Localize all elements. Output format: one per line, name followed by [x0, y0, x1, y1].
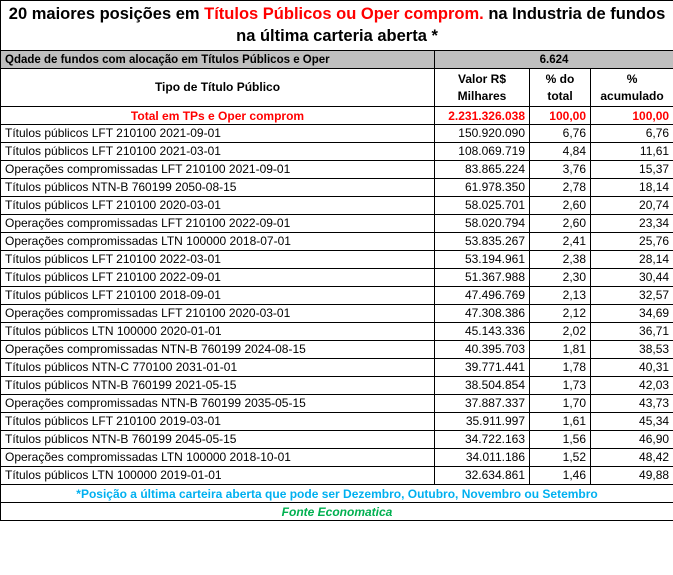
footnote: *Posição a última carteira aberta que pode ser Dezembro, Outubro, Novembro ou Setembro [1, 485, 673, 503]
row-valor: 108.069.719 [435, 143, 530, 161]
title-highlight: Títulos Públicos ou Oper comprom. [204, 5, 484, 23]
row-acum: 43,73 [591, 395, 673, 413]
row-pct: 1,78 [530, 359, 591, 377]
row-valor: 38.504.854 [435, 377, 530, 395]
row-name: Títulos públicos NTN-B 760199 2050-08-15 [1, 179, 435, 197]
row-valor: 47.308.386 [435, 305, 530, 323]
row-pct: 6,76 [530, 125, 591, 143]
row-name: Operações compromissadas LFT 210100 2021-09-01 [1, 161, 435, 179]
table-row [1, 413, 673, 431]
table-row [1, 305, 673, 323]
row-name: Títulos públicos NTN-C 770100 2031-01-01 [1, 359, 435, 377]
header-acum [591, 69, 673, 107]
row-pct: 1,81 [530, 341, 591, 359]
header-row [1, 69, 673, 107]
row-valor: 83.865.224 [435, 161, 530, 179]
row-pct: 2,41 [530, 233, 591, 251]
header-valor-line1: Valor R$ [457, 71, 507, 86]
header-pct [530, 69, 591, 107]
row-pct: 2,60 [530, 197, 591, 215]
row-valor: 61.978.350 [435, 179, 530, 197]
table-row [1, 143, 673, 161]
table-row [1, 215, 673, 233]
row-acum: 48,42 [591, 449, 673, 467]
table-row [1, 287, 673, 305]
row-valor: 40.395.703 [435, 341, 530, 359]
positions-rows [1, 125, 673, 485]
row-acum: 36,71 [591, 323, 673, 341]
row-pct: 2,13 [530, 287, 591, 305]
table-row [1, 467, 673, 485]
row-acum: 42,03 [591, 377, 673, 395]
header-tipo: Tipo de Título Público [1, 69, 435, 107]
row-acum: 34,69 [591, 305, 673, 323]
source-row [1, 503, 673, 521]
row-name: Títulos públicos LTN 100000 2019-01-01 [1, 467, 435, 485]
row-pct: 2,78 [530, 179, 591, 197]
row-pct: 1,70 [530, 395, 591, 413]
row-valor: 32.634.861 [435, 467, 530, 485]
row-name: Operações compromissadas LTN 100000 2018-10-01 [1, 449, 435, 467]
row-pct: 2,38 [530, 251, 591, 269]
row-acum: 23,34 [591, 215, 673, 233]
row-valor: 58.025.701 [435, 197, 530, 215]
row-pct: 2,30 [530, 269, 591, 287]
row-pct: 1,73 [530, 377, 591, 395]
title-line2: na última carteria aberta * [236, 27, 438, 45]
report-title [1, 1, 673, 51]
table-row [1, 161, 673, 179]
table-row [1, 233, 673, 251]
fund-count-row [1, 51, 673, 69]
row-valor: 35.911.997 [435, 413, 530, 431]
row-pct: 2,02 [530, 323, 591, 341]
row-acum: 38,53 [591, 341, 673, 359]
total-acum: 100,00 [591, 107, 673, 125]
row-name: Títulos públicos NTN-B 760199 2045-05-15 [1, 431, 435, 449]
row-valor: 37.887.337 [435, 395, 530, 413]
row-acum: 18,14 [591, 179, 673, 197]
row-valor: 51.367.988 [435, 269, 530, 287]
row-acum: 15,37 [591, 161, 673, 179]
header-pct-line2: total [547, 88, 573, 103]
table-row [1, 395, 673, 413]
row-acum: 32,57 [591, 287, 673, 305]
row-pct: 1,46 [530, 467, 591, 485]
total-pct: 100,00 [530, 107, 591, 125]
row-pct: 3,76 [530, 161, 591, 179]
row-name: Títulos públicos LFT 210100 2021-03-01 [1, 143, 435, 161]
row-name: Operações compromissadas LTN 100000 2018-07-01 [1, 233, 435, 251]
row-acum: 11,61 [591, 143, 673, 161]
row-pct: 1,61 [530, 413, 591, 431]
row-acum: 45,34 [591, 413, 673, 431]
row-pct: 1,56 [530, 431, 591, 449]
row-name: Operações compromissadas NTN-B 760199 2035-05-15 [1, 395, 435, 413]
header-valor-line2: Milhares [457, 88, 507, 103]
title-row [1, 1, 673, 51]
row-valor: 34.011.186 [435, 449, 530, 467]
row-name: Títulos públicos LFT 210100 2019-03-01 [1, 413, 435, 431]
row-valor: 34.722.163 [435, 431, 530, 449]
row-name: Títulos públicos LFT 210100 2022-03-01 [1, 251, 435, 269]
source-credit: Fonte Economatica [1, 503, 673, 521]
title-part2: na Industria de fundos [483, 5, 666, 23]
row-valor: 45.143.336 [435, 323, 530, 341]
row-acum: 28,14 [591, 251, 673, 269]
row-pct: 2,12 [530, 305, 591, 323]
total-row [1, 107, 673, 125]
table-row [1, 359, 673, 377]
row-pct: 2,60 [530, 215, 591, 233]
row-valor: 39.771.441 [435, 359, 530, 377]
table-row [1, 449, 673, 467]
total-label: Total em TPs e Oper comprom [1, 107, 435, 125]
row-acum: 30,44 [591, 269, 673, 287]
table-row [1, 377, 673, 395]
row-valor: 53.194.961 [435, 251, 530, 269]
row-name: Operações compromissadas NTN-B 760199 2024-08-15 [1, 341, 435, 359]
row-pct: 4,84 [530, 143, 591, 161]
fund-count-label: Qdade de fundos com alocação em Títulos Públicos e Oper [1, 51, 435, 69]
footnote-row [1, 485, 673, 503]
row-acum: 20,74 [591, 197, 673, 215]
row-name: Títulos públicos LFT 210100 2020-03-01 [1, 197, 435, 215]
row-acum: 6,76 [591, 125, 673, 143]
header-acum-line2: acumulado [600, 88, 664, 103]
row-valor: 53.835.267 [435, 233, 530, 251]
table-row [1, 269, 673, 287]
row-pct: 1,52 [530, 449, 591, 467]
table-row [1, 125, 673, 143]
table-row [1, 341, 673, 359]
title-part1: 20 maiores posições em [8, 5, 205, 23]
row-acum: 46,90 [591, 431, 673, 449]
fund-count-value: 6.624 [435, 51, 673, 69]
row-valor: 58.020.794 [435, 215, 530, 233]
row-name: Operações compromissadas LFT 210100 2022-09-01 [1, 215, 435, 233]
header-pct-line1: % do [545, 71, 575, 86]
row-acum: 49,88 [591, 467, 673, 485]
table-row [1, 431, 673, 449]
row-name: Operações compromissadas LFT 210100 2020-03-01 [1, 305, 435, 323]
total-valor: 2.231.326.038 [435, 107, 530, 125]
header-acum-line1: % [626, 71, 638, 86]
table-row [1, 251, 673, 269]
row-acum: 25,76 [591, 233, 673, 251]
table-row [1, 197, 673, 215]
row-name: Títulos públicos NTN-B 760199 2021-05-15 [1, 377, 435, 395]
header-valor [435, 69, 530, 107]
row-valor: 47.496.769 [435, 287, 530, 305]
row-acum: 40,31 [591, 359, 673, 377]
table-row [1, 179, 673, 197]
row-name: Títulos públicos LTN 100000 2020-01-01 [1, 323, 435, 341]
row-valor: 150.920.090 [435, 125, 530, 143]
row-name: Títulos públicos LFT 210100 2018-09-01 [1, 287, 435, 305]
row-name: Títulos públicos LFT 210100 2021-09-01 [1, 125, 435, 143]
row-name: Títulos públicos LFT 210100 2022-09-01 [1, 269, 435, 287]
table-row [1, 323, 673, 341]
